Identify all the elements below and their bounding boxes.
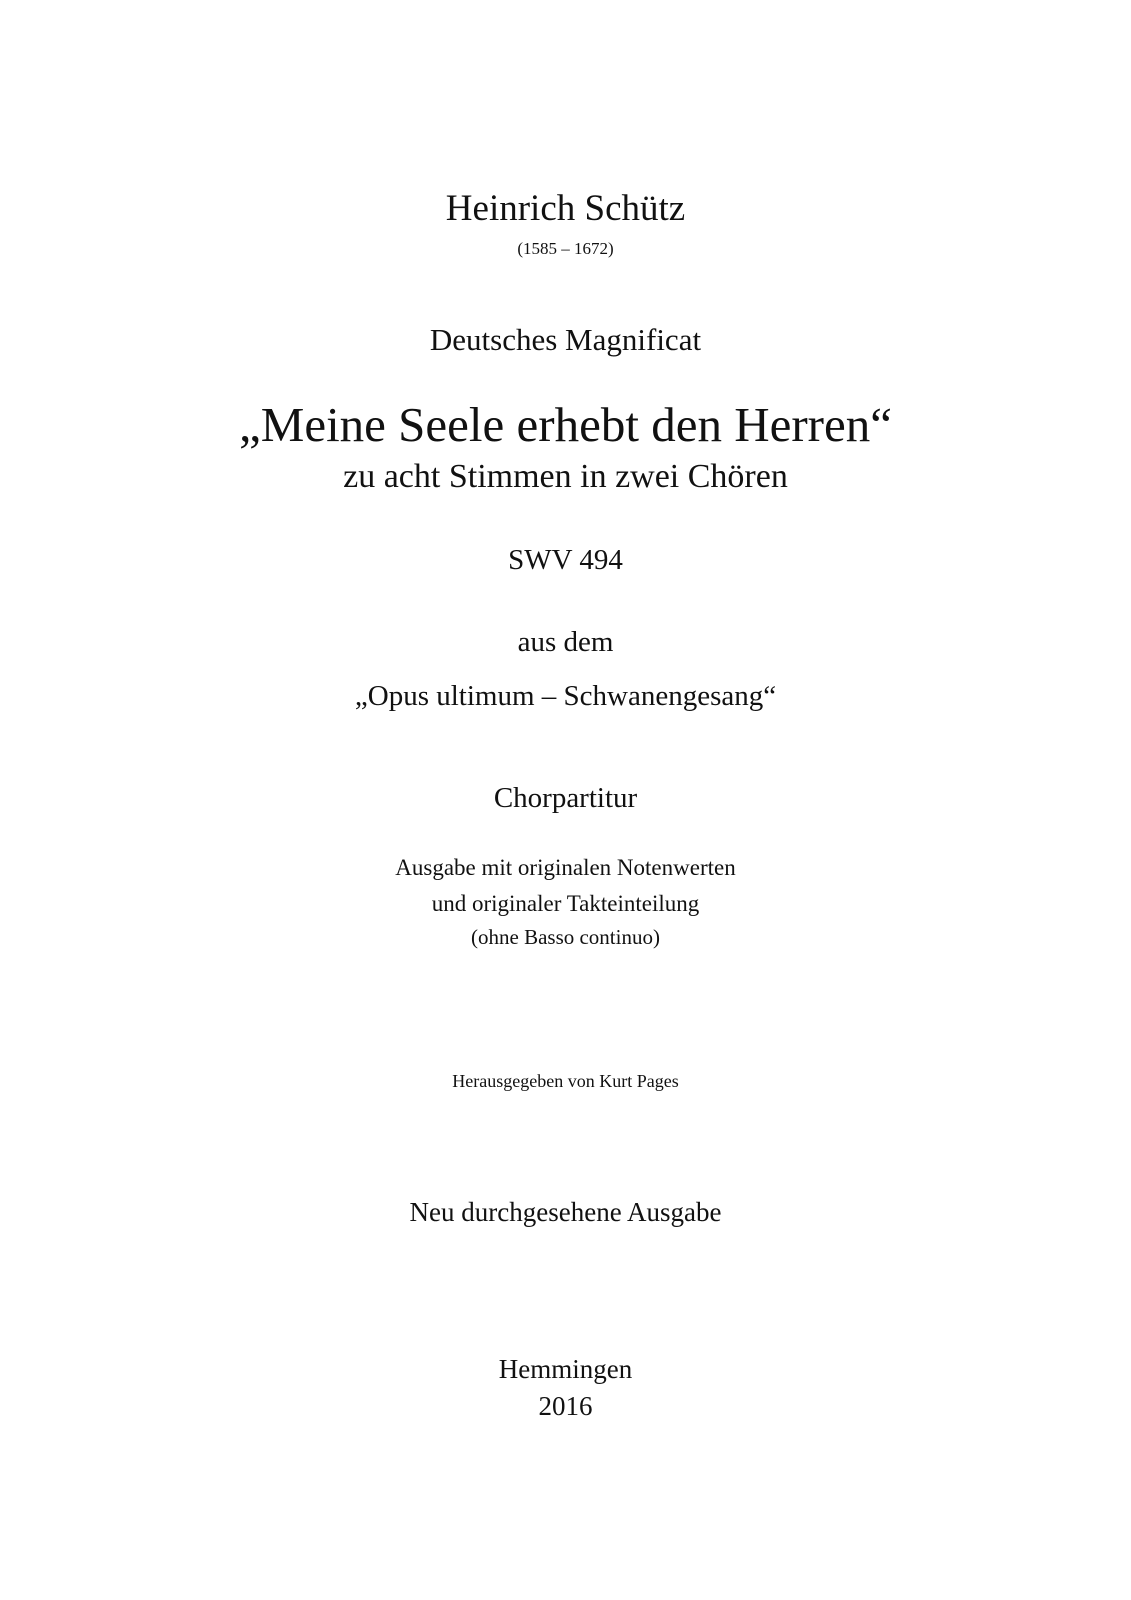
score-type: Chorpartitur	[493, 782, 638, 814]
catalog-number: SWV 494	[508, 544, 623, 576]
work-type: Deutsches Magnificat	[429, 322, 702, 357]
publication-year: 2016	[538, 1391, 593, 1421]
edition-note: Ausgabe mit originalen Notenwerten	[395, 855, 736, 880]
edition-note: und originaler Takteinteilung	[431, 891, 700, 916]
composer-dates: (1585 – 1672)	[517, 239, 614, 258]
publication-place: Hemmingen	[498, 1354, 633, 1384]
subtitle: zu acht Stimmen in zwei Chören	[343, 458, 788, 495]
main-title: „Meine Seele erhebt den Herren“	[239, 397, 892, 452]
revision-note: Neu durchgesehene Ausgabe	[409, 1197, 722, 1227]
from-label: aus dem	[517, 626, 614, 658]
editor-credit: Herausgegeben von Kurt Pages	[452, 1071, 679, 1091]
collection-title: „Opus ultimum – Schwanengesang“	[354, 680, 777, 712]
composer-name: Heinrich Schütz	[445, 188, 686, 229]
edition-note: (ohne Basso continuo)	[471, 925, 660, 949]
